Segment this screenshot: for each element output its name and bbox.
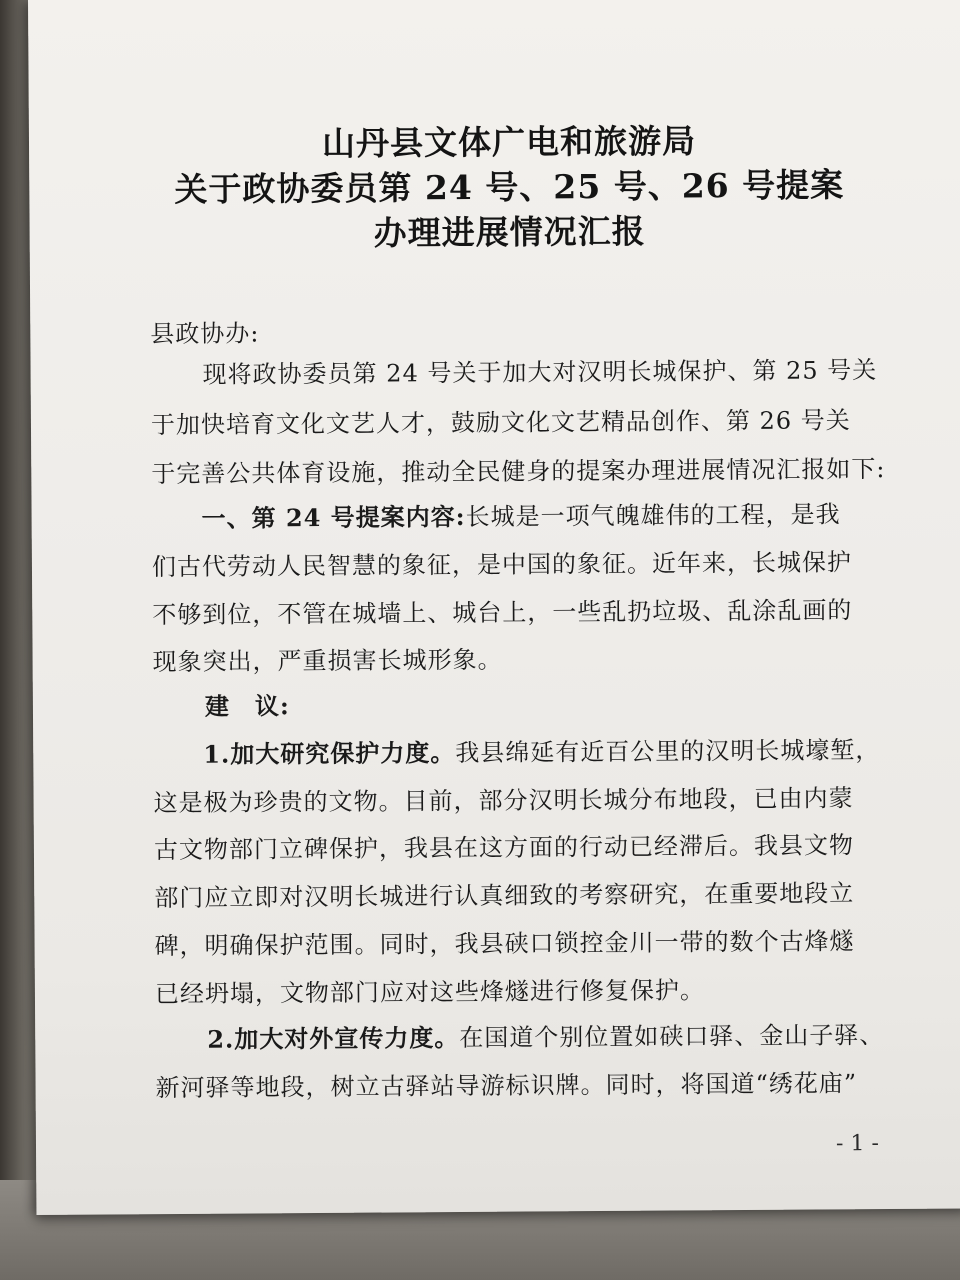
section1-heading: 一、第 24 号提案内容: (201, 501, 466, 533)
document-title-line-1: 山丹县文体广电和旅游局 (321, 121, 697, 163)
section1-first-line-text: 长城是一项气魄雄伟的工程，是我 (465, 500, 841, 531)
section1-line-2: 们古代劳动人民智慧的象征，是中国的象征。近年来，长城保护 (151, 548, 853, 582)
item1-first-line (203, 730, 880, 770)
section1-line-4: 现象突出，严重损害长城形象。 (152, 645, 503, 677)
document-title-line-3: 办理进展情况汇报 (373, 211, 646, 253)
item1-heading: 1.加大研究保护力度。 (203, 738, 456, 769)
item1-first-line-text: 我县绵延有近百公里的汉明长城壕堑， (455, 736, 881, 768)
item1-line-3: 古文物部门立碑保护，我县在这方面的行动已经滞后。我县文物 (153, 831, 855, 865)
item2-line-2: 新河驿等地段，树立古驿站导游标识牌。同时，将国道“绣花庙” (155, 1069, 858, 1103)
section1-line-3: 不够到位，不管在城墙上、城台上，一些乱扔垃圾、乱涂乱画的 (152, 596, 853, 630)
salutation: 县政协办: (150, 319, 260, 349)
section1-first-line (201, 494, 840, 533)
intro-line-1: 现将政协委员第 24 号关于加大对汉明长城保护、第 25 号关 (202, 356, 878, 389)
document-title-line-2: 关于政协委员第 24 号、25 号、26 号提案 (174, 165, 845, 209)
item1-line-6: 已经坍塌，文物部门应对这些烽燧进行修复保护。 (154, 976, 706, 1009)
item1-line-2: 这是极为珍贵的文物。目前，部分汉明长城分布地段，已由内蒙 (153, 784, 854, 818)
suggestion-heading: 建 议: (204, 691, 290, 721)
page-number: - 1 - (835, 1131, 879, 1157)
intro-line-2: 于加快培育文化文艺人才，鼓励文化文艺精品创作、第 26 号关 (150, 406, 851, 440)
item1-line-5: 碑，明确保护范围。同时，我县硖口锁控金川一带的数个古烽燧 (154, 927, 855, 961)
intro-line-3: 于完善公共体育设施，推动全民健身的提案办理进展情况汇报如下: (151, 455, 886, 489)
document-page (28, 0, 960, 1215)
item2-first-line (207, 1015, 884, 1055)
item1-line-4: 部门应立即对汉明长城进行认真细致的考察研究，在重要地段立 (154, 879, 855, 913)
item2-first-line-text: 在国道个别位置如硖口驿、金山子驿、 (459, 1021, 885, 1053)
item2-heading: 2.加大对外宣传力度。 (207, 1023, 460, 1054)
